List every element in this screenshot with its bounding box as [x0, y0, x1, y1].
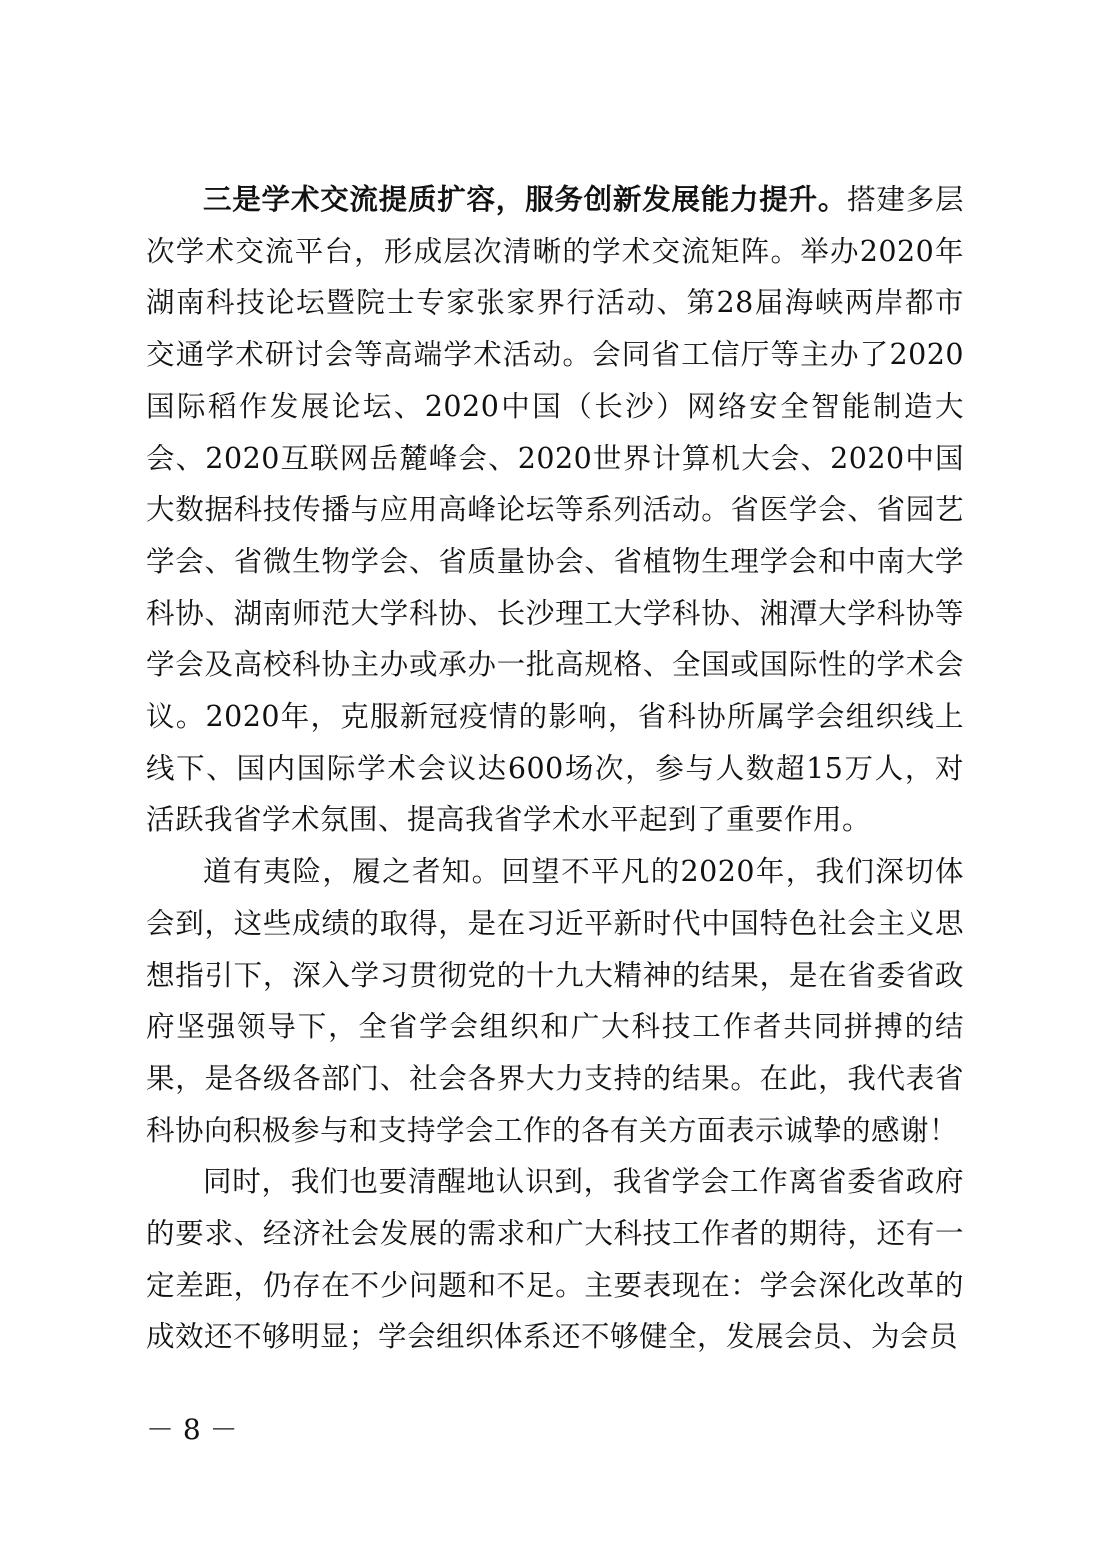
- paragraph-text: 搭建多层次学术交流平台，形成层次清晰的学术交流矩阵。举办2020年湖南科技论坛暨院士专家张家界行活动、第28届海峡两岸都市交通学术研讨会等高端学术活动。会同省工信厅等主办了2020国际稻作发展论坛、2020中国（长沙）网络安全智能制造大会、2020互联网岳麓峰会、2020世界计算机大会、2020中国大数据科技传播与应用高峰论坛等系列活动。省医学会、省园艺学会、省微生物学会、省质量协会、省植物生理学会和中南大学科协、湖南师范大学科协、长沙理工大学科协、湘潭大学科协等学会及高校科协主办或承办一批高规格、全国或国际性的学术会议。2020年，克服新冠疫情的影响，省科协所属学会组织线上线下、国内国际学术会议达600场次，参与人数超15万人，对活跃我省学术氛围、提高我省学术水平起到了重要作用。: [146, 183, 964, 837]
- page-number: － 8 －: [146, 1413, 238, 1446]
- paragraph-reflection: [146, 846, 964, 1156]
- paragraph-text: 同时，我们也要清醒地认识到，我省学会工作离省委省政府的要求、经济社会发展的需求和广大科技工作者的期待，还有一定差距，仍存在不少问题和不足。主要表现在：学会深化改革的成效还不够明显；学会组织体系还不够健全，发展会员、为会员: [146, 1165, 964, 1354]
- paragraph-text: 道有夷险，履之者知。回望不平凡的2020年，我们深切体会到，这些成绩的取得，是在习近平新时代中国特色社会主义思想指引下，深入学习贯彻党的十九大精神的结果，是在省委省政府坚强领导下，全省学会组织和广大科技工作者共同拼搏的结果，是各级各部门、社会各界大力支持的结果。在此，我代表省科协向积极参与和支持学会工作的各有关方面表示诚挚的感谢！: [146, 855, 964, 1147]
- paragraph-academic-exchange: [146, 174, 964, 846]
- paragraph-lead-heading: 三是学术交流提质扩容，服务创新发展能力提升。: [203, 182, 848, 216]
- document-body: [146, 174, 964, 1363]
- paragraph-shortcomings: [146, 1156, 964, 1363]
